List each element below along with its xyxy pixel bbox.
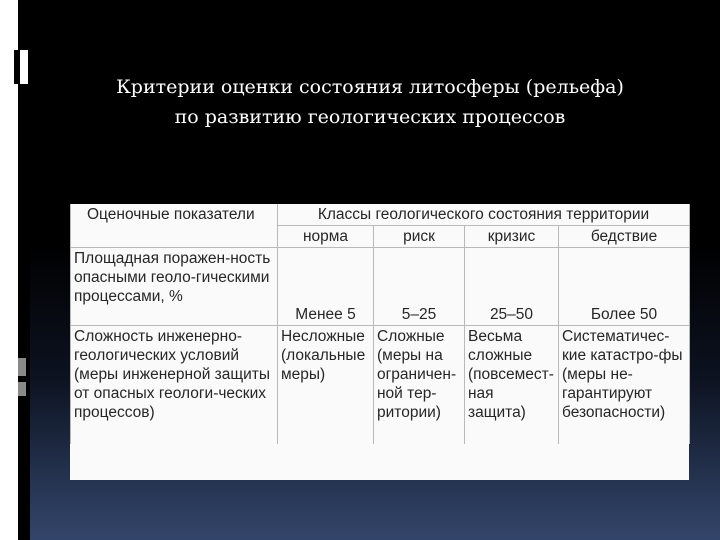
row1-indicator: Площадная поражен-ность опасными геоло-гическими процессами, % [71,248,278,326]
decor-tick-1 [18,358,26,376]
subheader-risk: риск [374,226,465,248]
header-classes: Классы геологического состояния территории [278,204,690,226]
subheader-disaster: бедствие [559,226,690,248]
table-header-row [71,204,690,226]
header-indicators: Оценочные показатели [71,204,278,248]
slide-title [60,72,680,132]
decor-line-black [14,50,18,84]
row1-value-disaster: Более 50 [559,248,690,326]
row2-value-norm: Несложные (локальные меры) [278,326,374,444]
subheader-norm: норма [278,226,374,248]
row1-value-risk: 5–25 [374,248,465,326]
subheader-crisis: кризис [465,226,559,248]
table-row [71,326,690,444]
criteria-table-container [70,204,689,480]
row2-value-crisis: Весьма сложные (повсемест-ная защита) [465,326,559,444]
decor-tick-2 [18,382,26,396]
row2-indicator: Сложность инженерно-геологических условий (меры инженерной защиты от опасных геологи-ческих процессов) [71,326,278,444]
row1-value-norm: Менее 5 [278,248,374,326]
decor-line-white [20,50,28,84]
row2-value-risk: Сложные (меры на ограничен-ной тер-ритории) [374,326,465,444]
table-row [71,248,690,326]
title-line-2: по развитию геологических процессов [174,106,566,128]
title-line-1: Критерии оценки состояния литосферы (рельефа) [116,76,624,98]
row1-value-crisis: 25–50 [465,248,559,326]
row2-value-disaster: Систематичес-кие катастро-фы (меры не-гарантируют безопасности) [559,326,690,444]
criteria-table [70,204,690,444]
